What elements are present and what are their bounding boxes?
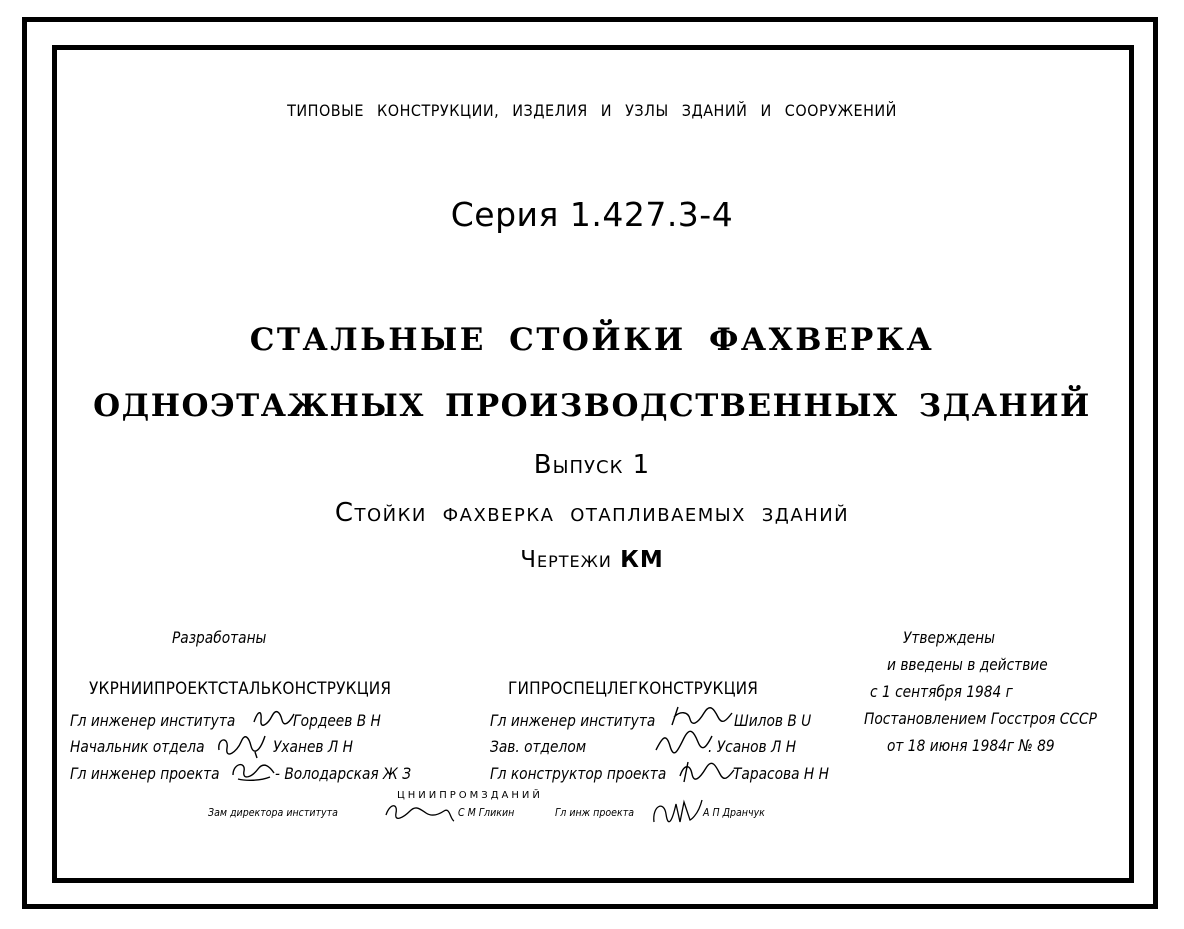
org-left-person-3: - Володарская Ж З: [275, 764, 412, 783]
org-left-role-2: Начальник отдела: [70, 737, 205, 756]
org-middle-person-1: Шилов В U: [734, 711, 812, 730]
org-bottom-role-2: Гл инж проекта: [555, 806, 635, 819]
approved-line-4: Постановлением Госстроя СССР: [864, 709, 1097, 728]
org-left-role-3: Гл инженер проекта: [70, 764, 220, 783]
org-left-role-1: Гл инженер института: [70, 711, 236, 730]
subtitle: Стойки фахверка отапливаемых зданий: [334, 498, 850, 528]
approved-line-3: с 1 сентября 1984 г: [870, 682, 1013, 701]
org-left-person-1: Гордеев В Н: [293, 711, 381, 730]
signature-dranchuk: [650, 796, 704, 826]
org-bottom-person-2: А П Дранчук: [703, 806, 765, 819]
drawings-prefix: Чертежи: [520, 547, 612, 573]
header-text: ТИПОВЫЕ КОНСТРУКЦИИ, ИЗДЕЛИЯ И УЗЛЫ ЗДАНИЙ И СООРУЖЕНИЙ: [287, 101, 897, 120]
signature-volodarskaya: [230, 757, 278, 783]
signature-ukhanev: [215, 730, 273, 760]
signature-tarasova: [678, 758, 736, 784]
signature-shilov: [668, 703, 734, 729]
org-middle-person-2: . Усанов Л Н: [708, 737, 797, 756]
signature-gordeev: [252, 706, 296, 728]
org-left-name: УКРНИИПРОЕКТСТАЛЬКОНСТРУКЦИЯ: [89, 679, 392, 699]
issue-number: Выпуск 1: [533, 450, 651, 480]
developed-label: Разработаны: [172, 628, 267, 647]
org-bottom-role-1: Зам директора института: [208, 806, 338, 819]
drawings-code: КМ: [620, 547, 664, 573]
org-middle-person-3: Тарасова Н Н: [733, 764, 829, 783]
org-left-person-2: Уханев Л Н: [273, 737, 353, 756]
title-line-2: ОДНОЭТАЖНЫХ ПРОИЗВОДСТВЕННЫХ ЗДАНИЙ: [93, 388, 1091, 424]
org-middle-name: ГИПРОСПЕЦЛЕГКОНСТРУКЦИЯ: [508, 679, 759, 699]
signature-glikin: [384, 801, 456, 823]
org-middle-role-2: Зав. отделом: [490, 737, 587, 756]
title-line-1: СТАЛЬНЫЕ СТОЙКИ ФАХВЕРКА: [249, 322, 935, 358]
org-bottom-name: ЦНИИПРОМЗДАНИЙ: [397, 790, 543, 801]
org-middle-role-3: Гл конструктор проекта: [490, 764, 667, 783]
approved-line-5: от 18 июня 1984г № 89: [887, 736, 1055, 755]
signature-usanov: [654, 728, 714, 754]
approved-line-2: и введены в действие: [887, 655, 1048, 674]
org-middle-role-1: Гл инженер института: [490, 711, 656, 730]
org-bottom-person-1: С М Гликин: [458, 806, 515, 819]
series-number: Серия 1.427.3-4: [450, 195, 734, 234]
approved-line-1: Утверждены: [903, 628, 995, 647]
drawings-line: [0, 547, 1184, 573]
